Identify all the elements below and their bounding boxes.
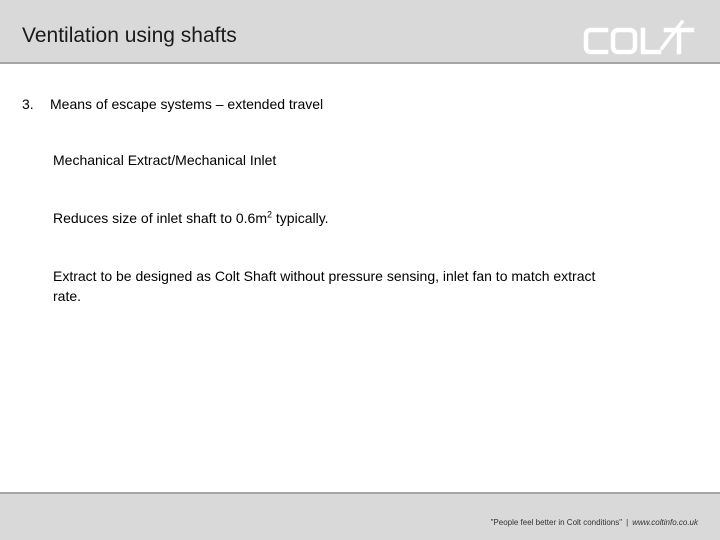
footer-text <box>491 518 698 528</box>
superscript-2: 2 <box>267 209 273 220</box>
bullet-text: Reduces size of inlet shaft to 0.6m <box>53 210 267 226</box>
logo-text: COLT <box>582 18 585 19</box>
header-bar <box>0 0 720 64</box>
section-heading-text: Means of escape systems – extended travel <box>50 96 324 112</box>
footer-slogan: "People feel better in Colt conditions" <box>490 518 623 527</box>
bullet-text: typically. <box>272 210 329 226</box>
section-heading <box>22 94 323 114</box>
bullet-item <box>53 208 613 228</box>
footer-bar <box>0 492 720 540</box>
colt-logo <box>582 18 698 56</box>
slide-title: Ventilation using shafts <box>22 24 237 47</box>
section-number: 3. <box>22 96 34 112</box>
bullet-item: Mechanical Extract/Mechanical Inlet <box>53 152 277 168</box>
footer-separator: | <box>626 518 629 527</box>
bullet-item: Extract to be designed as Colt Shaft without pressure sensing, inlet fan to match extract rate. <box>53 268 596 304</box>
footer-url-link[interactable]: www.coltinfo.co.uk <box>632 518 698 527</box>
